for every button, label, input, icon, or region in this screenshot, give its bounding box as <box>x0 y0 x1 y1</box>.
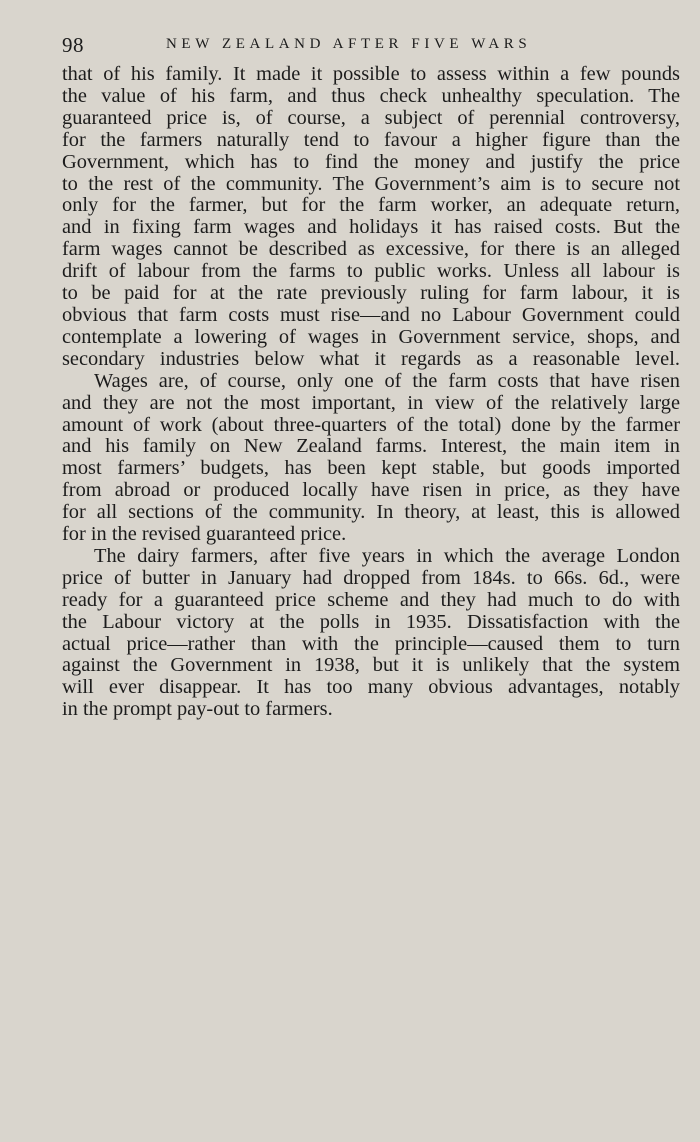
text-line: for the farmers naturally tend to favour a higher figure than the <box>62 128 680 151</box>
text-line: ready for a guaranteed price scheme and they had much to do with <box>62 588 680 611</box>
text-line: to be paid for at the rate previously ruling for farm labour, it is <box>62 282 680 305</box>
text-line: farm wages cannot be described as excessive, for there is an alleged <box>62 238 680 261</box>
running-head <box>62 33 680 57</box>
body-text <box>62 64 680 721</box>
text-line: The dairy farmers, after five years in which the average London <box>94 544 680 567</box>
text-line: amount of work (about three-quarters of the total) done by the farmer <box>62 413 680 436</box>
paragraph-1 <box>62 64 680 371</box>
text-line: will ever disappear. It has too many obvious advantages, notably <box>62 676 680 699</box>
text-line: that of his family. It made it possible to assess within a few pounds <box>62 63 680 85</box>
text-line: secondary industries below what it regards as a reasonable level. <box>62 347 680 370</box>
text-line: against the Government in 1938, but it is unlikely that the system <box>62 654 680 677</box>
text-line: to the rest of the community. The Government’s aim is to secure not <box>62 172 680 195</box>
paragraph-3 <box>62 546 680 721</box>
running-title: NEW ZEALAND AFTER FIVE WARS <box>166 36 532 52</box>
text-line: Wages are, of course, only one of the farm costs that have risen <box>94 369 680 392</box>
text-line: the Labour victory at the polls in 1935. Dissatisfaction with the <box>62 610 680 633</box>
text-line: actual price—rather than with the principle—caused them to turn <box>62 632 680 655</box>
text-line: and his family on New Zealand farms. Interest, the main item in <box>62 435 680 458</box>
text-line: in the prompt pay-out to farmers. <box>62 698 333 721</box>
text-line: and they are not the most important, in view of the relatively large <box>62 391 680 414</box>
text-line: drift of labour from the farms to public works. Unless all labour is <box>62 260 680 283</box>
text-line: obvious that farm costs must rise—and no Labour Government could <box>62 303 680 326</box>
text-line: from abroad or produced locally have risen in price, as they have <box>62 479 680 502</box>
paragraph-2 <box>62 371 680 546</box>
text-line: most farmers’ budgets, has been kept stable, but goods imported <box>62 457 680 480</box>
text-line: the value of his farm, and thus check unhealthy speculation. The <box>62 84 680 107</box>
text-line: for all sections of the community. In theory, at least, this is allowed <box>62 501 680 524</box>
page-number: 98 <box>62 33 84 57</box>
text-line: Government, which has to find the money and justify the price <box>62 150 680 173</box>
text-line: guaranteed price is, of course, a subject of perennial controversy, <box>62 106 680 129</box>
text-line: contemplate a lowering of wages in Government service, shops, and <box>62 325 680 348</box>
text-line: only for the farmer, but for the farm worker, an adequate return, <box>62 194 680 217</box>
text-line: for in the revised guaranteed price. <box>62 523 347 546</box>
text-line: price of butter in January had dropped from 184s. to 66s. 6d., were <box>62 566 680 589</box>
text-line: and in fixing farm wages and holidays it has raised costs. But the <box>62 216 680 239</box>
